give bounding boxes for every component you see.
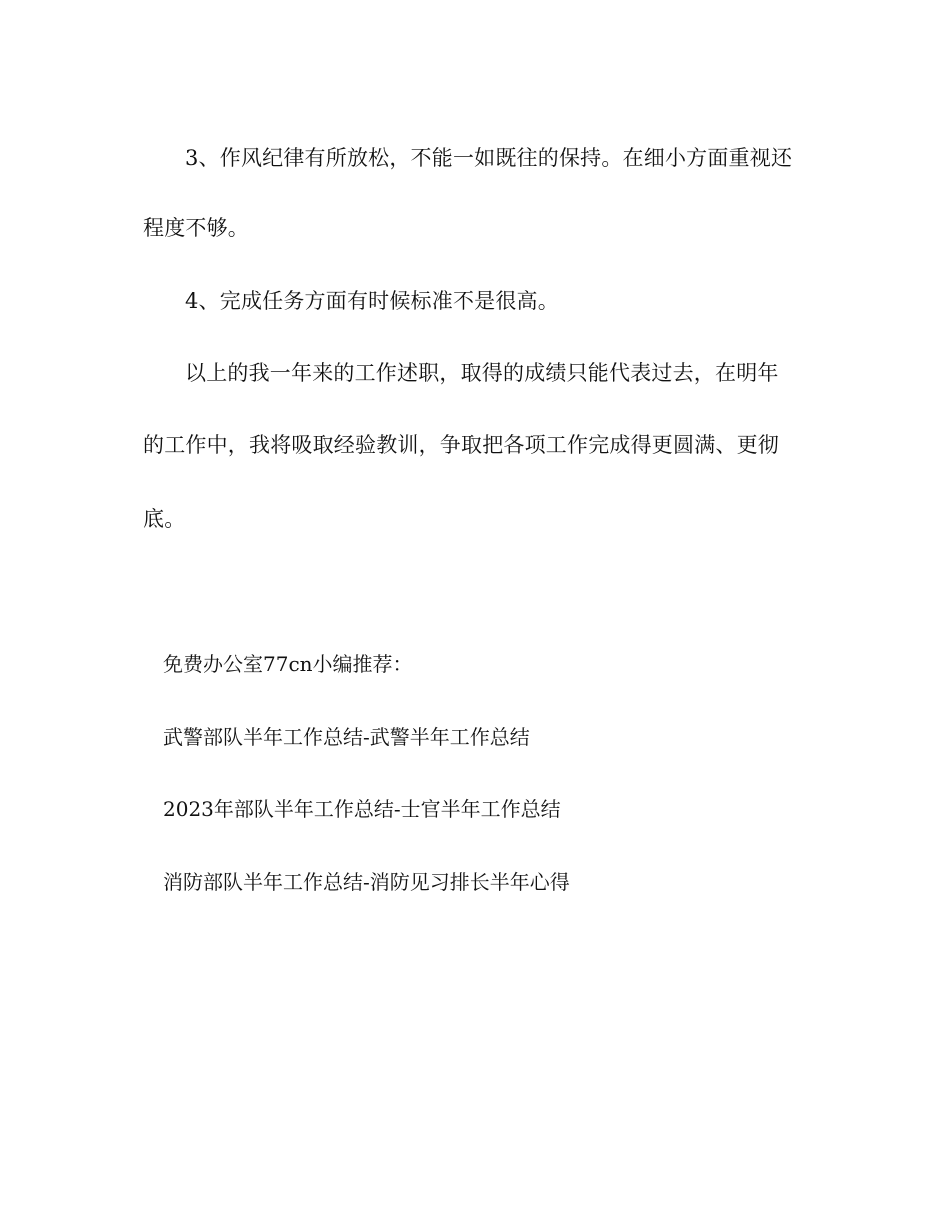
conclusion-line-1: 以上的我一年来的工作述职，取得的成绩只能代表过去，在明年 <box>185 361 779 385</box>
paragraph-4: 4、完成任务方面有时候标准不是很高。 <box>185 289 559 313</box>
recommend-link-3[interactable]: 消防部队半年工作总结-消防见习排长半年心得 <box>163 870 570 894</box>
conclusion-line-3: 底。 <box>143 507 186 531</box>
recommend-link-2[interactable]: 2023年部队半年工作总结-士官半年工作总结 <box>163 797 561 821</box>
conclusion-line-2: 的工作中，我将吸取经验教训，争取把各项工作完成得更圆满、更彻 <box>143 433 779 457</box>
paragraph-3-line-2: 程度不够。 <box>143 216 249 240</box>
recommend-heading: 免费办公室77cn小编推荐： <box>163 652 413 676</box>
paragraph-3-line-1: 3、作风纪律有所放松，不能一如既往的保持。在细小方面重视还 <box>185 146 793 170</box>
recommend-link-1[interactable]: 武警部队半年工作总结-武警半年工作总结 <box>163 725 530 749</box>
